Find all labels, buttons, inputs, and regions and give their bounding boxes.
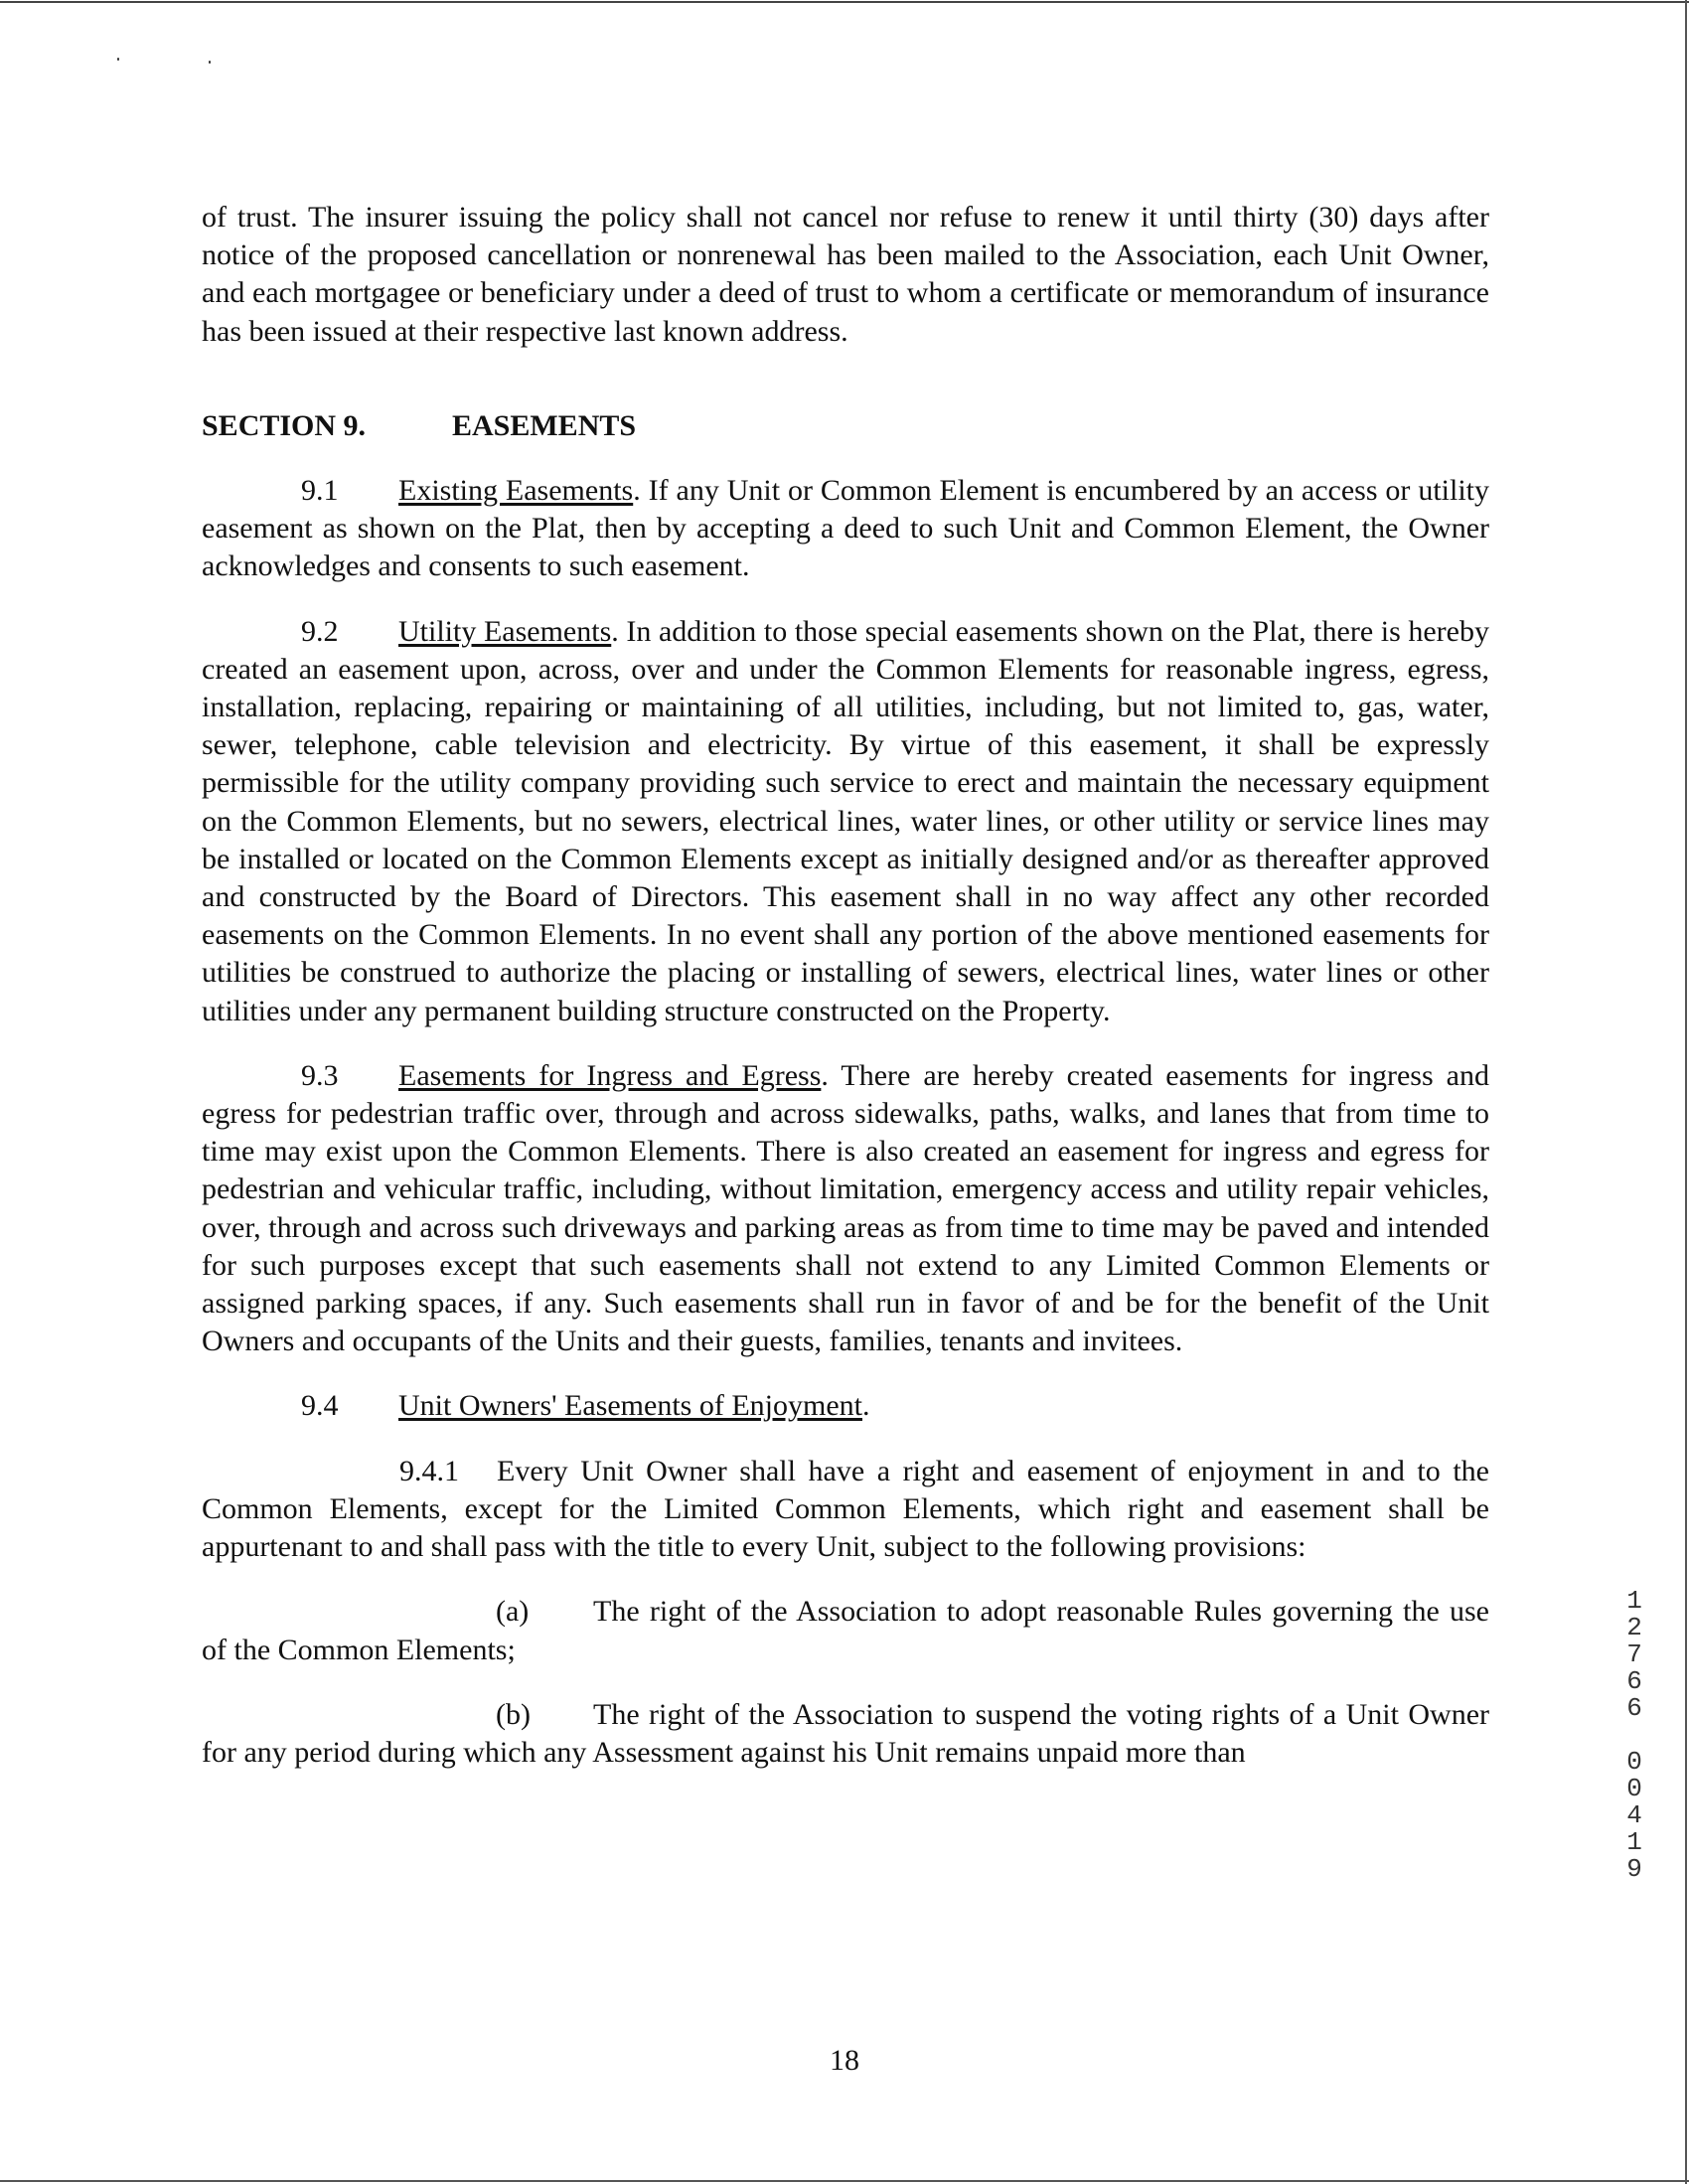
scan-bottom-edge bbox=[0, 2180, 1689, 2182]
page-number: 18 bbox=[830, 2044, 859, 2077]
subsection-number: 9.4.1 bbox=[399, 1454, 459, 1487]
intro-paragraph: of trust. The insurer issuing the policy shall not cancel nor refuse to renew it until thirty (30) days after notice of the proposed cancellation or nonrenewal has been mailed to the Association, each Unit Owner, and each mortgagee or beneficiary under a deed of trust to whom a certificate or memorandum of insurance has been issued at their respective last known address. bbox=[202, 201, 1489, 348]
section-title: EASEMENTS bbox=[452, 408, 637, 442]
bates-digit: 0 bbox=[1626, 1774, 1642, 1803]
subsection-text: . bbox=[861, 1389, 870, 1423]
section-number: SECTION 9. bbox=[202, 408, 367, 442]
scan-top-edge bbox=[0, 1, 1689, 3]
subsection-text: . If any Unit or Common Element is encumbered by an access or utility easement as shown on the Plat, then by accepting a deed to such Unit and Common Element, the Owner acknowledges and consents to such easement. bbox=[202, 474, 1490, 583]
subsection-text: . There are hereby created easements for ingress and egress for pedestrian traffic over, through and across sidewalks, paths, walks, and lanes that from time to time may exist upon the Common Elements. There is also created an easement for ingress and egress for pedestrian and vehicular traffic, including, without limitation, emergency access and utility repair vehicles, over, through and across such driveways and parking areas as from time to time may be paved and intended for such purposes except that such easements shall not extend to any Limited Common Elements or assigned parking spaces, if any. Such easements shall run in favor of and be for the benefit of the Unit Owners and occupants of the Units and their guests, families, tenants and invitees. bbox=[202, 1058, 1489, 1358]
bates-digit: 6 bbox=[1626, 1693, 1642, 1723]
section-heading bbox=[202, 407, 1489, 445]
bates-gap bbox=[1619, 1722, 1649, 1749]
subsection-9-4 bbox=[202, 1387, 1489, 1425]
bates-digit: 0 bbox=[1626, 1747, 1642, 1777]
subsection-number: 9.4 bbox=[301, 1389, 339, 1423]
list-item-text: The right of the Association to adopt reasonable Rules governing the use of the Common Elements; bbox=[202, 1595, 1489, 1666]
subsection-title: Existing Easements bbox=[398, 474, 634, 508]
bates-digit: 6 bbox=[1626, 1666, 1642, 1696]
list-item-text: The right of the Association to suspend the voting rights of a Unit Owner for any period during which any Assessment against his Unit remains unpaid more than bbox=[202, 1697, 1489, 1769]
subsection-text: Every Unit Owner shall have a right and easement of enjoyment in and to the Common Elements, except for the Limited Common Elements, which right and easement shall be appurtenant to and shall pass with the title to every Unit, subject to the following provisions: bbox=[202, 1454, 1489, 1564]
scan-right-edge bbox=[1685, 0, 1687, 2184]
subsection-9-3 bbox=[202, 1057, 1489, 1361]
list-item-a bbox=[202, 1593, 1489, 1668]
list-item-b bbox=[202, 1696, 1489, 1772]
subsection-number: 9.1 bbox=[301, 474, 339, 508]
bates-digit: 9 bbox=[1626, 1854, 1642, 1884]
subsection-9-2 bbox=[202, 613, 1489, 1030]
scan-speck bbox=[117, 58, 119, 61]
scan-speck bbox=[209, 61, 211, 64]
subsection-title: Easements for Ingress and Egress bbox=[398, 1058, 822, 1092]
list-item-label: (a) bbox=[496, 1595, 530, 1629]
bates-number bbox=[1619, 1588, 1649, 1883]
subsection-title: Unit Owners' Easements of Enjoyment bbox=[398, 1389, 862, 1423]
subsection-text: . In addition to those special easements shown on the Plat, there is hereby created an easement upon, across, over and under the Common Elements for reasonable ingress, egress, installation, replacing, repairing or maintaining of all utilities, including, but not limited to, gas, water, sewer, telephone, cable television and electricity. By virtue of this easement, it shall be expressly permissible for the utility company providing such service to erect and maintain the necessary equipment on the Common Elements, but no sewers, electrical lines, water lines, or other utility or service lines may be installed or located on the Common Elements except as initially designed and/or as thereafter approved and constructed by the Board of Directors. This easement shall in no way affect any other recorded easements on the Common Elements. In no event shall any portion of the above mentioned easements for utilities be construed to authorize the placing or installing of sewers, electrical lines, water lines or other utilities under any permanent building structure constructed on the Property. bbox=[202, 614, 1489, 1027]
bates-digit: 7 bbox=[1626, 1639, 1642, 1669]
subsection-9-4-1 bbox=[202, 1453, 1489, 1567]
bates-digit: 1 bbox=[1626, 1827, 1642, 1857]
subsection-number: 9.2 bbox=[301, 614, 339, 648]
list-item-label: (b) bbox=[496, 1697, 531, 1731]
subsection-title: Utility Easements bbox=[398, 614, 612, 648]
bates-digit: 4 bbox=[1626, 1800, 1642, 1830]
bates-digit: 2 bbox=[1626, 1613, 1642, 1642]
subsection-number: 9.3 bbox=[301, 1058, 339, 1092]
subsection-9-1 bbox=[202, 472, 1489, 586]
bates-digit: 1 bbox=[1626, 1586, 1642, 1616]
document-body bbox=[202, 199, 1489, 1772]
